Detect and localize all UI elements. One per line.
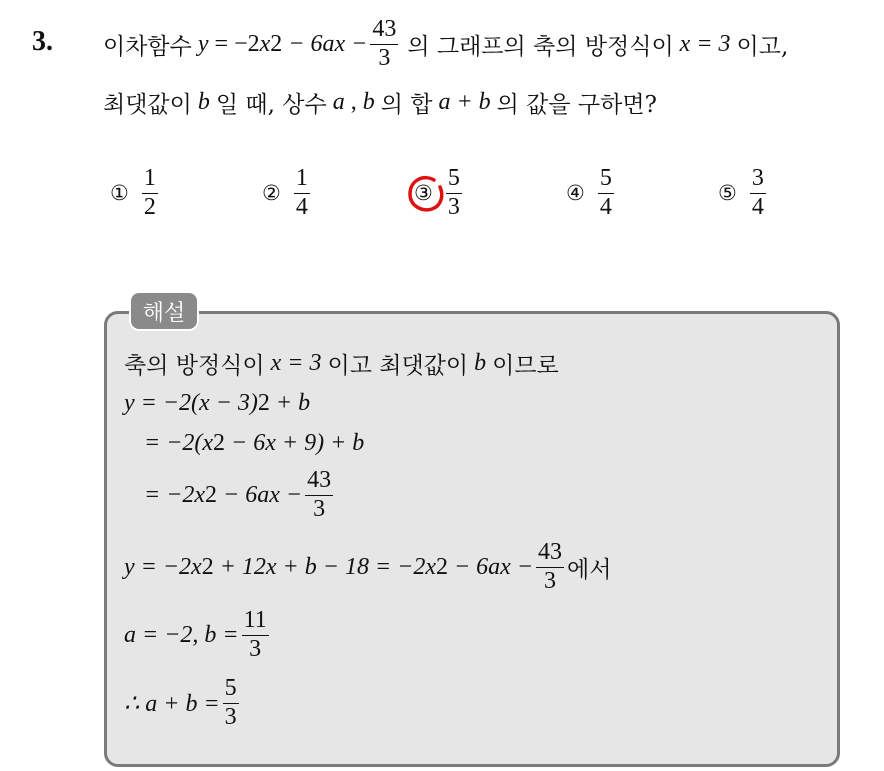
question-text: 일 때, 상수 [215,91,327,118]
solution-line-1: 축의 방정식이 x = 3 이고 최댓값이 b 이므로 [124,349,559,379]
choice-marker: ⑤ [718,181,737,205]
question-text: 이고, [736,33,789,60]
fraction-5-3: $\frac{5}{3}$ [224,674,237,730]
choice-marker: ④ [566,181,585,205]
choice-5[interactable] [718,158,769,228]
answer-choices [0,158,884,228]
fraction-43-3: $\frac{43}{3}$ [538,538,563,594]
solution-line-6: a = −2, b = $\frac{11}{3}$ [124,606,267,662]
choice-marker: ③ [414,181,433,205]
math-a: a [332,88,345,115]
question-line-1 [103,12,788,76]
choice-marker: ② [262,181,281,205]
math-b: b [362,88,375,115]
choice-marker: ① [110,181,129,205]
selected-circle-icon [404,172,448,216]
solution-line-3: = −2(x 2 − 6x + 9) + b [144,429,365,456]
fraction-11-3: $\frac{11}{3}$ [243,606,267,662]
math-apb: a + b [438,88,491,115]
question-text: 이차함수 [103,33,192,60]
math-x: x [259,30,271,57]
choice-4[interactable] [566,158,617,228]
math-comma: , [350,88,357,115]
choice-fraction: $\frac{3}{4}$ [751,164,764,220]
question-text: 의 합 [380,91,433,118]
fraction-43-3: $\frac{43}{3}$ [372,15,397,71]
choice-fraction: $\frac{5}{3}$ [447,164,460,220]
question-text: 최댓값이 [103,91,192,118]
question-text: 의 그래프의 축의 방정식이 [407,33,674,60]
choice-fraction: $\frac{5}{4}$ [599,164,612,220]
choice-fraction: $\frac{1}{4}$ [295,164,308,220]
question-number: 3. [32,26,53,57]
math-term: − 6ax − [288,30,368,57]
solution-label: 해설 [129,291,199,331]
solution-line-2: y = −2(x − 3) 2 + b [124,389,311,416]
math-exp: 2 [270,30,283,57]
solution-line-4: = −2x 2 − 6ax − $\frac{43}{3}$ [144,466,332,522]
math-axis: x = 3 [679,30,731,57]
choice-1[interactable] [110,158,161,228]
question-line-2 [103,82,657,122]
choice-3[interactable] [414,158,465,228]
choice-2[interactable] [262,158,313,228]
math-coef: −2 [234,30,260,57]
solution-line-7: ∴ a + b = $\frac{5}{3}$ [124,674,237,730]
fraction-43-3: $\frac{43}{3}$ [307,466,332,522]
math-y: y [197,30,209,57]
math-eq: = [214,30,229,57]
question-text: 의 값을 구하면? [496,91,657,118]
choice-fraction: $\frac{1}{2}$ [143,164,156,220]
math-b: b [197,88,210,115]
solution-line-5: y = −2x 2 + 12x + b − 18 = −2x 2 − 6ax − $\frac{43}{3}$ 에서 [124,538,612,594]
